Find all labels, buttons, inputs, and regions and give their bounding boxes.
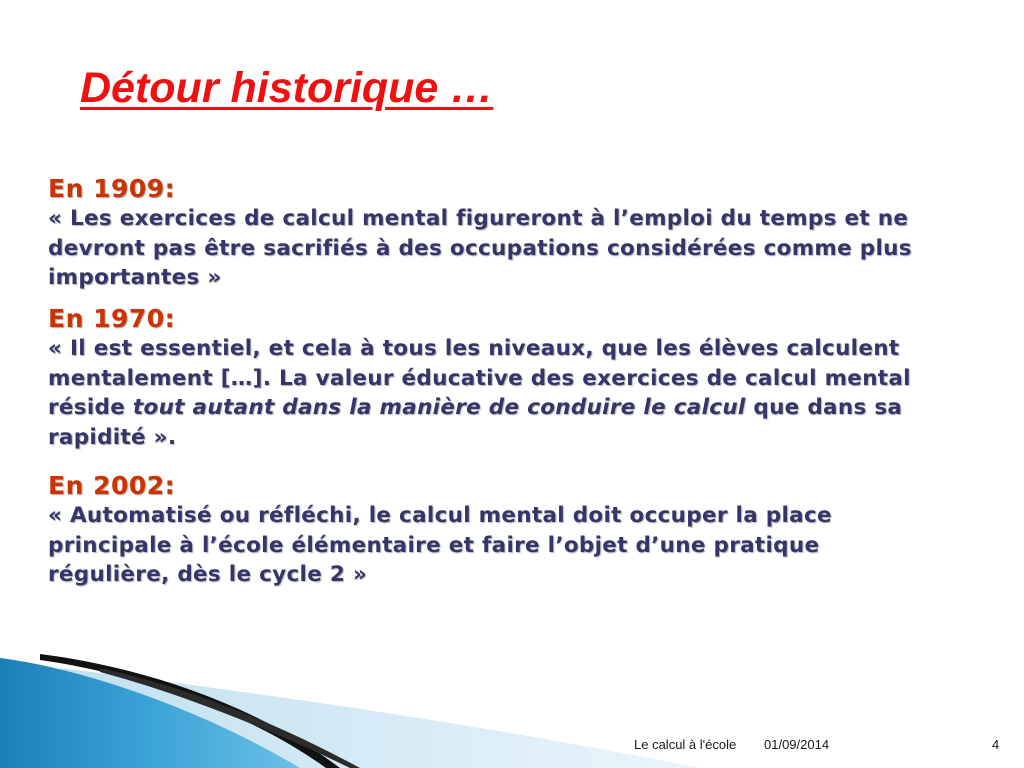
quote-1970-start: « Il est essentiel, et cela à tous les niveaux, que les élèves calculent mentalement […]. La valeur éducative des exercices de calcul mental réside bbox=[48, 336, 911, 420]
section-1970 bbox=[48, 304, 928, 452]
footer-date: 01/09/2014 bbox=[764, 737, 830, 752]
quote-1909: « Les exercices de calcul mental figureront à l’emploi du temps et ne devront pas être sacrifiés à des occupations considérées comme plus importantes » bbox=[48, 206, 912, 290]
quote-1970-end: que dans sa rapidité ». bbox=[48, 395, 903, 450]
year-heading-1909: En 1909: bbox=[48, 174, 176, 203]
decorative-swoosh bbox=[0, 638, 1024, 768]
section-2002 bbox=[48, 471, 928, 590]
quote-1970-emphasis: tout autant dans la manière de conduire le calcul bbox=[132, 395, 746, 420]
year-heading-2002: En 2002: bbox=[48, 471, 176, 500]
quote-2002: « Automatisé ou réfléchi, le calcul mental doit occuper la place principale à l’école élémentaire et faire l’objet d’une pratique régulière, dès le cycle 2 » bbox=[48, 503, 832, 587]
footer-title: Le calcul à l'école bbox=[634, 737, 737, 752]
quote-1970 bbox=[48, 334, 928, 452]
section-1909 bbox=[48, 174, 928, 293]
year-heading-1970: En 1970: bbox=[48, 304, 176, 333]
footer-page-number: 4 bbox=[992, 737, 1000, 752]
slide-title: Détour historique … bbox=[80, 64, 494, 112]
